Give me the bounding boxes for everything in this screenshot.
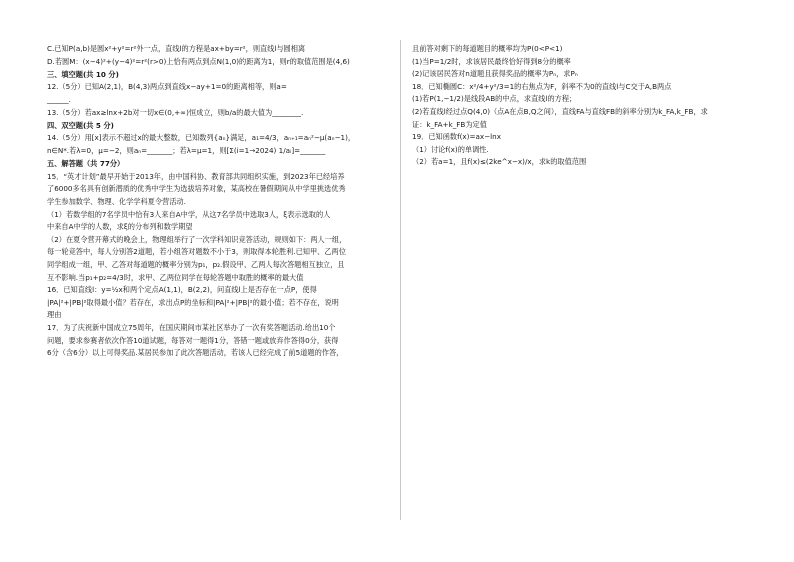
question-line: 18．已知椭圆C：x²/4+y²/3=1的右焦点为F，斜率不为0的直线l与C交于A,B两点: [412, 81, 672, 91]
question-line: 问题，要求参赛者依次作答10道试题，每答对一题得1分，答错一题或放弃作答得0分，获得: [47, 335, 339, 345]
question-line: 6分（含6分）以上可得奖品.某居民参加了此次答题活动，若该人已经完成了前5道题的作答，: [47, 348, 344, 358]
left-column: [47, 44, 390, 361]
question-line: （1）讨论f(x)的单调性.: [412, 144, 489, 154]
question-line: 证：k_FA+k_FB为定值: [412, 119, 487, 129]
question-line: （2）若a=1，且f(x)≤(2ke^x−x)/x，求k的取值范围: [412, 157, 587, 167]
question-line: 互不影响.当p₁+p₂=4/3时，求甲、乙两位同学在每轮答题中取胜的概率的最大值: [47, 272, 304, 282]
question-line: C.已知P(a,b)是圆x²+y²=r²外一点，直线l的方程是ax+by=r²，则直线l与圆相离: [47, 44, 306, 53]
question-line: 13.（5分）若ax≥lnx+2b对一切x∈(0,+∞)恒成立，则b/a的最大值为________.: [47, 107, 304, 117]
question-line: 理由: [47, 310, 62, 320]
question-line: (2)记该居民答对n道题且获得奖品的概率为Pₙ，求Pₙ: [412, 69, 578, 79]
question-line: 19．已知函数f(x)=ax−lnx: [412, 132, 501, 142]
question-line: （2）在夏令营开幕式的晚会上，物理组举行了一次学科知识竞答活动，规则如下：两人一组，: [47, 234, 347, 244]
section-heading: 三、填空题(共 10 分): [47, 70, 119, 79]
question-line: (2)若直线l经过点Q(4,0)（点A在点B,Q之间），直线FA与直线FB的斜率分别为k_FA,k_FB，求: [412, 106, 708, 116]
section-heading: 四、双空题(共 5 分): [47, 121, 114, 130]
question-line: （1）若数学组的7名学员中恰有3人来自A中学，从这7名学员中选取3人，ξ表示选取的人: [47, 209, 331, 219]
right-column: [412, 44, 755, 170]
question-line: 了6000多名具有创新潜质的优秀中学生为选拔培养对象，某高校在暑假期间从中学里挑选优秀: [47, 184, 346, 194]
question-line: 每一轮竞答中，每人分别答2道题，若小组答对题数不小于3，则取得本轮胜利.已知甲、乙两位: [47, 247, 346, 257]
question-line: 14.（5分）用[x]表示不超过x的最大整数，已知数列{aₙ}满足，a₁=4/3，aₙ₊₁=aₙ²−μ(aₙ−1)，: [47, 133, 356, 143]
question-line: ______.: [47, 95, 71, 104]
question-line: |PA|²+|PB|²取得最小值？若存在，求出点P的坐标和|PA|²+|PB|²的最小值；若不存在，说明: [47, 297, 339, 307]
question-line: 学生参加数学、物理、化学学科夏令营活动.: [47, 197, 186, 206]
section-heading: 五、解答题（共 77分）: [47, 159, 125, 169]
question-line: 同学组成一组，甲、乙答对每道题的概率分别为p₁，p₂.假设甲、乙两人每次答题相互独立，且: [47, 259, 345, 269]
question-line: 16．已知直线l：y=½x和两个定点A(1,1)，B(2,2)，问直线l上是否存在一点P，使得: [47, 285, 317, 295]
question-line: 中来自A中学的人数，求ξ的分布列和数学期望: [47, 222, 193, 232]
column-divider: [400, 40, 401, 520]
question-line: 17．为了庆祝新中国成立75周年，在国庆期间市某社区举办了一次有奖答题活动.给出10个: [47, 322, 336, 332]
question-line: (1)当P=1/2时，求该居民最终恰好得到8分的概率: [412, 56, 571, 66]
question-line: D.若圆M：(x−4)²+(y−4)²=r²(r>0)上恰有两点到点N(1,0)的距离为1，则r的取值范围是(4,6): [47, 56, 350, 66]
question-line: 15．“英才计划”最早开始于2013年，由中国科协、教育部共同组织实施，到2023年已经培养: [47, 171, 345, 181]
question-line: 12.（5分）已知A(2,1)，B(4,3)两点到直线x−ay+1=0的距离相等，则a=: [47, 82, 287, 92]
question-line: (1)若P(1,−1/2)是线段AB的中点，求直线l的方程；: [412, 94, 577, 104]
question-line: n∈N*.若λ=0，μ=−2，则aₙ=_______；若λ=μ=1，则[Σ(i=1→2024) 1/aᵢ]=_______: [47, 146, 326, 155]
question-line: 且前答对剩下的每道题目的概率均为P(0<P<1): [412, 44, 563, 53]
